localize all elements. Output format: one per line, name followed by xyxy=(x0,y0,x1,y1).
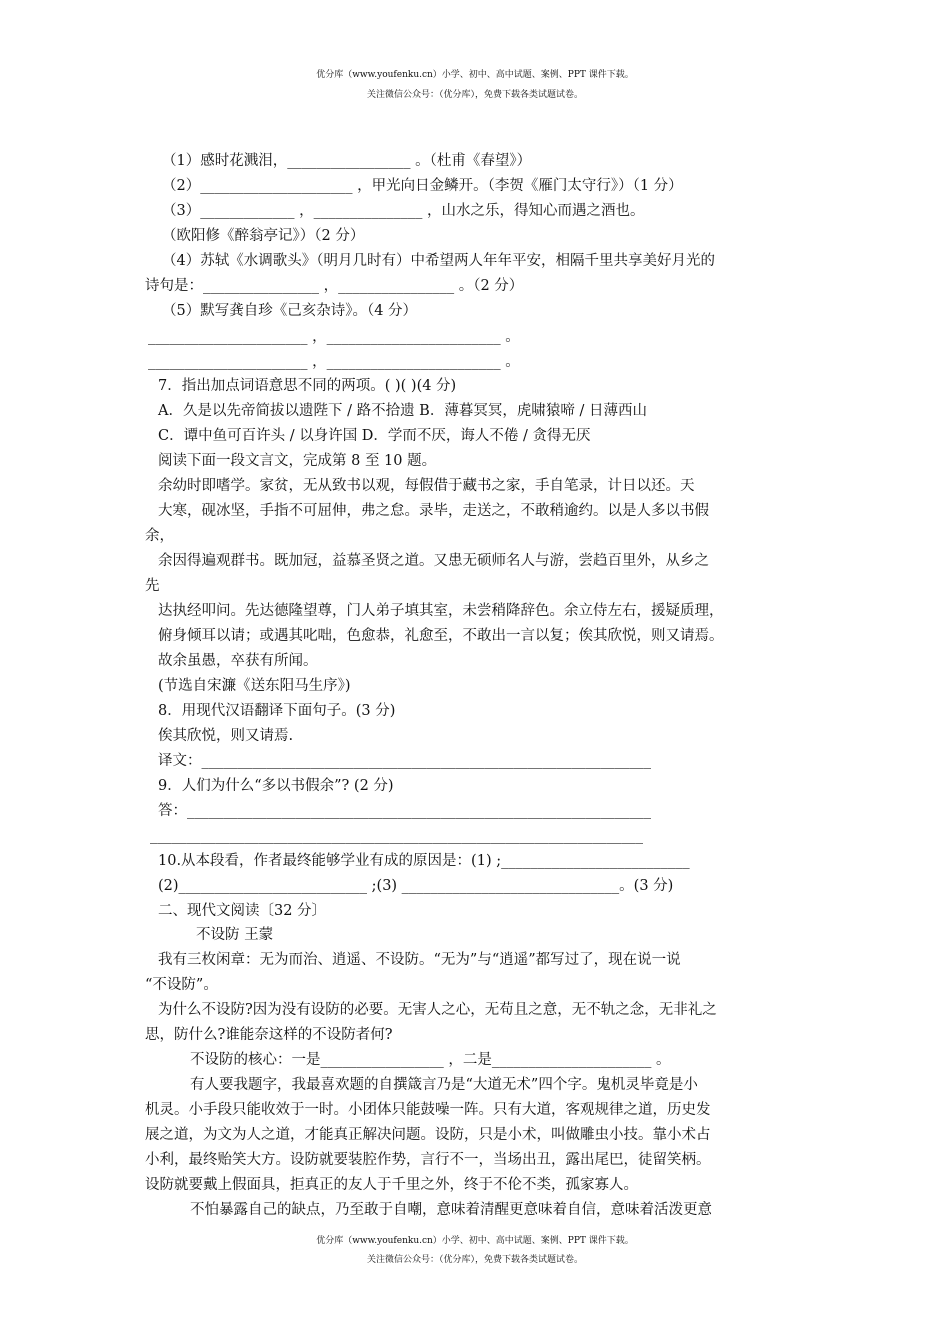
body-line: ____________________________________________________________________ xyxy=(150,828,643,844)
body-line: 为什么不设防?因为没有设防的必要。无害人之心，无苟且之意，无不轨之念，无非礼之 xyxy=(158,1002,717,1018)
body-line: A．久是以先帝简拔以遗陛下 / 路不拾遗 B．薄暮冥冥，虎啸猿啼 / 日薄西山 xyxy=(158,403,647,419)
body-line: 答：________________________________________________________________ xyxy=(158,803,651,819)
body-line: 有人要我题字，我最喜欢题的自撰箴言乃是“大道无术”四个字。鬼机灵毕竟是小 xyxy=(190,1077,698,1093)
body-line: 俟其欣悦，则又请焉. xyxy=(158,728,294,744)
body-line: (节选自宋濂《送东阳马生序》) xyxy=(158,678,351,694)
body-line: 故余虽愚，卒获有所闻。 xyxy=(158,653,318,669)
page-header-line-2: 关注微信公众号：（优分库），免费下载各类试题试卷。 xyxy=(366,90,583,100)
body-line: 7．指出加点词语意思不同的两项。( )( )(4 分) xyxy=(158,378,457,394)
body-line: 展之道，为文为人之道，才能真正解决问题。设防，只是小术，叫做雕虫小技。靠小术占 xyxy=(145,1127,711,1143)
body-line: 余， xyxy=(145,528,174,544)
article-title: 不设防 王蒙 xyxy=(196,927,274,943)
body-line: 8．用现代汉语翻译下面句子。(3 分) xyxy=(158,703,396,719)
body-line: 余幼时即嗜学。家贫，无从致书以观，每假借于藏书之家，手自笔录，计日以还。天 xyxy=(158,478,695,494)
body-line: 不怕暴露自己的缺点，乃至敢于自嘲，意味着清醒更意味着自信，意味着活泼更意 xyxy=(190,1202,712,1218)
body-line: 译文：______________________________________________________________ xyxy=(158,753,651,769)
body-line: ______________________ ，________________________ 。 xyxy=(148,354,520,370)
section-heading: 二、现代文阅读〔32 分〕 xyxy=(158,903,327,919)
body-line: 阅读下面一段文言文，完成第 8 至 10 题。 xyxy=(158,453,437,469)
page-footer-line-2: 关注微信公众号：（优分库），免费下载各类试题试卷。 xyxy=(366,1255,583,1265)
body-line: 不设防的核心：一是_________________ ，二是______________________ 。 xyxy=(190,1052,671,1068)
body-line: （5）默写龚自珍《己亥杂诗》。（4 分） xyxy=(162,303,418,319)
body-line: 机灵。小手段只能收效于一时。小团体只能鼓噪一阵。只有大道，客观规律之道，历史发 xyxy=(145,1102,711,1118)
page-footer-line-1: 优分库（www.youfenku.cn）小学、初中、高中试题、案例、PPT 课件下载。 xyxy=(316,1236,634,1246)
body-line: 9．人们为什么“多以书假余”? (2 分) xyxy=(158,778,394,794)
body-line: （3）_____________ ，_______________ ，山水之乐，得知心而遇之酒也。 xyxy=(162,203,645,219)
body-line: 达执经叩问。先达德隆望尊，门人弟子填其室，未尝稍降辞色。余立侍左右，援疑质理， xyxy=(158,603,724,619)
body-line: 我有三枚闲章：无为而治、逍遥、不设防。“无为”与“逍遥”都写过了，现在说一说 xyxy=(158,952,681,968)
body-line: ______________________ ，________________________ 。 xyxy=(148,329,520,345)
body-line: 设防就要戴上假面具，拒真正的友人于千里之外，终于不伦不类，孤家寡人。 xyxy=(145,1177,638,1193)
body-line: 10.从本段看，作者最终能够学业有成的原因是：(1) ;__________________________ xyxy=(158,853,690,869)
body-line: (2)__________________________ ;(3) ______________________________。(3 分) xyxy=(158,878,674,894)
body-line: “不设防”。 xyxy=(145,977,218,993)
body-line: （2）_____________________ ，甲光向日金鳞开。（李贺《雁门太守行》）（1 分） xyxy=(162,178,683,194)
body-line: （欧阳修《醉翁亭记》）（2 分） xyxy=(162,228,365,244)
body-line: 思，防什么?谁能奈这样的不设防者何? xyxy=(145,1027,393,1043)
body-line: （1）感时花溅泪，_________________ 。（杜甫《春望》） xyxy=(162,153,532,169)
body-line: 大寒，砚冰坚，手指不可屈伸，弗之怠。录毕，走送之，不敢稍逾约。以是人多以书假 xyxy=(158,503,709,519)
body-line: 诗句是：________________ ，________________ 。（2 分） xyxy=(145,278,524,294)
body-line: 余因得遍观群书。既加冠，益慕圣贤之道。又患无硕师名人与游，尝趋百里外，从乡之 xyxy=(158,553,709,569)
body-line: 俯身倾耳以请；或遇其叱咄，色愈恭，礼愈至，不敢出一言以复；俟其欣悦，则又请焉。 xyxy=(158,628,724,644)
body-line: （4）苏轼《水调歌头》（明月几时有）中希望两人年年平安，相隔千里共享美好月光的 xyxy=(162,253,715,269)
body-line: 小利，最终贻笑大方。设防就要装腔作势，言行不一，当场出丑，露出尾巴，徒留笑柄。 xyxy=(145,1152,711,1168)
body-line: C．谭中鱼可百许头 / 以身许国 D．学而不厌，诲人不倦 / 贪得无厌 xyxy=(158,428,591,444)
page-header-line-1: 优分库（www.youfenku.cn）小学、初中、高中试题、案例、PPT 课件下载。 xyxy=(316,70,634,80)
body-line: 先 xyxy=(145,578,160,594)
